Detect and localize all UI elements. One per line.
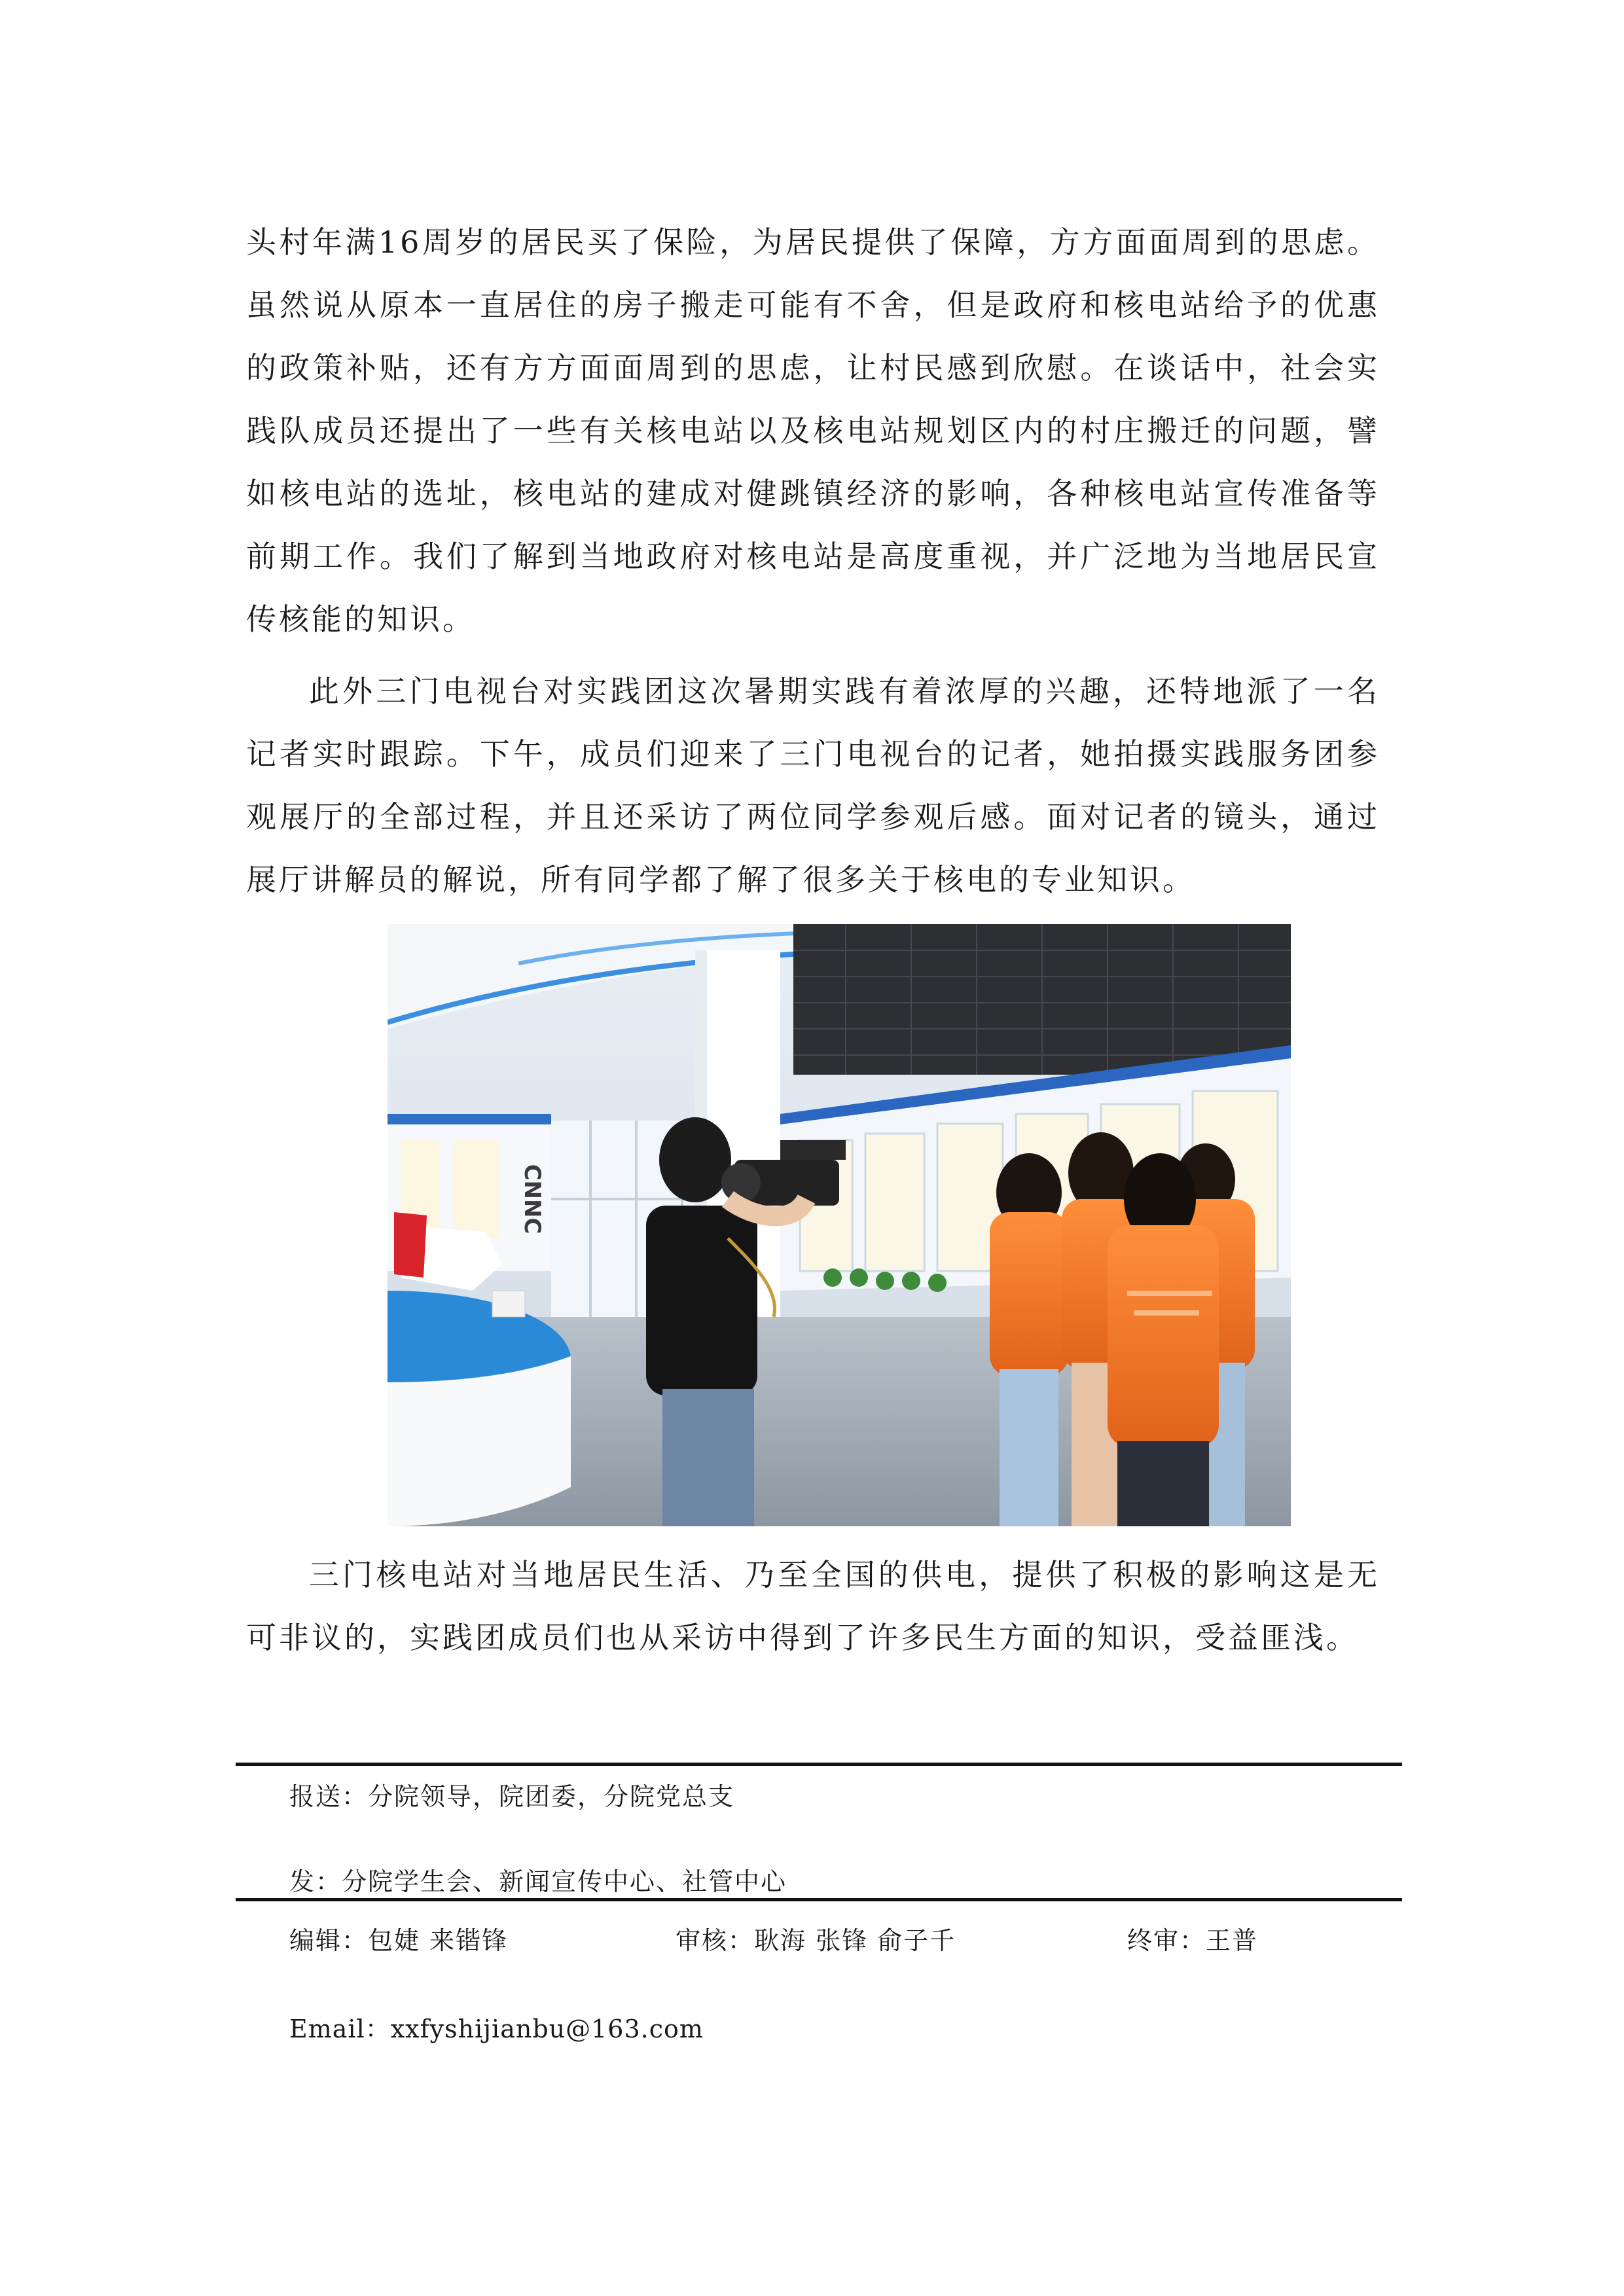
article-paragraph-3: 三门核电站对当地居民生活、乃至全国的供电，提供了积极的影响这是无可非议的，实践团成员们也从采访中得到了许多民生方面的知识，受益匪浅。	[246, 1557, 1380, 1655]
cnnc-logo: CNNC	[519, 1164, 545, 1234]
editors-line: 编辑：包婕 来锴锋	[289, 1926, 509, 1955]
exhibition-hall-photo	[388, 924, 1291, 1526]
article-paragraph-1: 头村年满16周岁的居民买了保险，为居民提供了保障，方方面面周到的思虑。虽然说从原本一直居住的房子搬走可能有不舍，但是政府和核电站给予的优惠的政策补贴，还有方方面面周到的思虑，让村民感到欣慰。在谈话中，社会实践队成员还提出了一些有关核电站以及核电站规划区内的村庄搬迁的问题，譬如核电站的选址，核电站的建成对健跳镇经济的影响，各种核电站宣传准备等前期工作。我们了解到当地政府对核电站是高度重视，并广泛地为当地居民宣传核能的知识。	[246, 224, 1380, 637]
footer-top-rule	[236, 1763, 1402, 1766]
email-line: Email：xxfyshijianbu@163.com	[289, 2015, 704, 2043]
final-review-line: 终审：王普	[1127, 1926, 1259, 1955]
report-to-line: 报送：分院领导，院团委，分院党总支	[289, 1782, 735, 1811]
article-paragraph-2: 此外三门电视台对实践团这次暑期实践有着浓厚的兴趣，还特地派了一名记者实时跟踪。下午，成员们迎来了三门电视台的记者，她拍摄实践服务团参观展厅的全部过程，并且还采访了两位同学参观后感。面对记者的镜头，通过展厅讲解员的解说，所有同学都了解了很多关于核电的专业知识。	[246, 673, 1380, 897]
reviewers-line: 审核：耿海 张锋 俞子千	[676, 1926, 956, 1955]
footer-bottom-rule	[236, 1898, 1402, 1901]
distribute-line: 发：分院学生会、新闻宣传中心、社管中心	[289, 1867, 787, 1896]
